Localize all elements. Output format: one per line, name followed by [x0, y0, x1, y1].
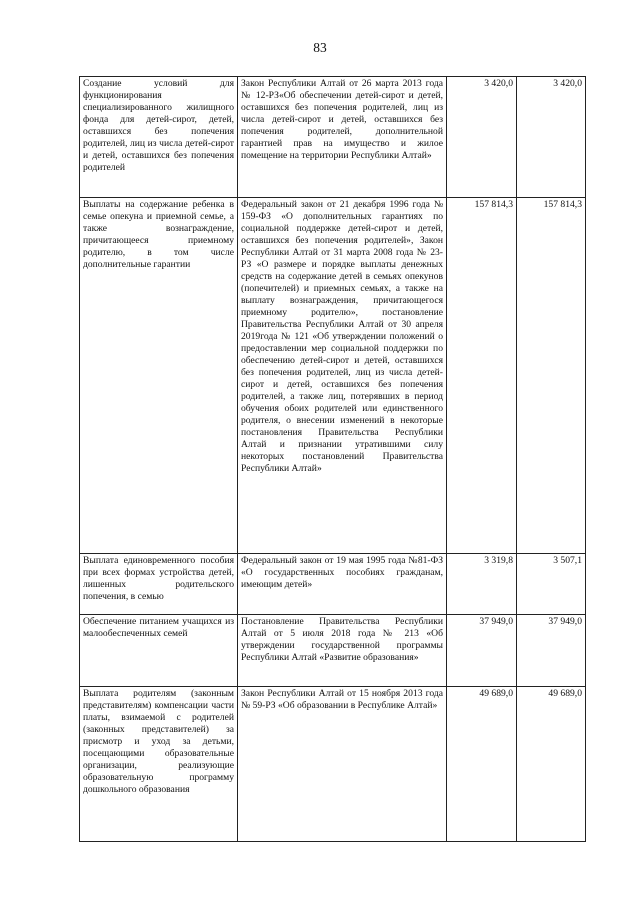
amount-cell: 157 814,3 [517, 198, 586, 554]
measure-cell: Выплата единовременного пособия при всех формах устройства детей, лишенных родительского попечения, в семью [80, 554, 238, 615]
amount-cell: 37 949,0 [447, 615, 517, 687]
measure-cell: Выплаты на содержание ребенка в семье опекуна и приемной семье, а также вознаграждение, причитающееся приемному родителю, в том числе дополнительные гарантии [80, 198, 238, 554]
table-row [80, 687, 586, 842]
amount-cell: 157 814,3 [447, 198, 517, 554]
table-row [80, 615, 586, 687]
measure-cell: Выплата родителям (законным представителям) компенсации части платы, взимаемой с родителей (законных представителей) за присмотр и уход за детьми, посещающими образовательные организации, реализующие образовательную программу дошкольного образования [80, 687, 238, 842]
table-row [80, 554, 586, 615]
amount-cell: 49 689,0 [447, 687, 517, 842]
amount-cell: 3 420,0 [517, 77, 586, 198]
page-number: 83 [313, 40, 327, 55]
budget-measures-table [79, 76, 586, 842]
amount-cell: 3 319,8 [447, 554, 517, 615]
legal-basis-cell: Закон Республики Алтай от 15 ноября 2013 года № 59-РЗ «Об образовании в Республике Алтай» [238, 687, 447, 842]
amount-cell: 3 420,0 [447, 77, 517, 198]
legal-basis-cell: Постановление Правительства Республики Алтай от 5 июля 2018 года № 213 «Об утверждении государственной программы Республики Алтай «Развитие образования» [238, 615, 447, 687]
measure-cell: Создание условий для функционирования специализированного жилищного фонда для детей-сирот, детей, оставшихся без попечения родителей, лиц из числа детей-сирот и детей, оставшихся без попечения родителей [80, 77, 238, 198]
measure-cell: Обеспечение питанием учащихся из малообеспеченных семей [80, 615, 238, 687]
amount-cell: 37 949,0 [517, 615, 586, 687]
legal-basis-cell: Федеральный закон от 21 декабря 1996 года № 159-ФЗ «О дополнительных гарантиях по социальной поддержке детей-сирот и детей, оставшихся без попечения родителей», Закон Республики Алтай от 31 марта 2008 года № 23-РЗ «О размере и порядке выплаты денежных средств на содержание детей в семьях опекунов (попечителей) и приемных семьях, а также на выплату вознаграждения, причитающегося приемному родителю», постановление Правительства Республики Алтай от 30 апреля 2019года № 121 «Об утверждении положений о предоставлении мер социальной поддержки по обеспечению детей-сирот и детей, оставшихся без попечения родителей, лиц из числа детей-сирот и детей, оставшихся без попечения родителей, а также лиц, потерявших в период обучения обоих родителей или единственного родителя, о внесении изменений в некоторые постановления Правительства Республики Алтай и признании утратившими силу некоторых постановлений Правительства Республики Алтай» [238, 198, 447, 554]
legal-basis-cell: Федеральный закон от 19 мая 1995 года №81-ФЗ «О государственных пособиях гражданам, имеющим детей» [238, 554, 447, 615]
amount-cell: 49 689,0 [517, 687, 586, 842]
table-row [80, 198, 586, 554]
table-row [80, 77, 586, 198]
legal-basis-cell: Закон Республики Алтай от 26 марта 2013 года № 12-РЗ«Об обеспечении детей-сирот и детей, оставшихся без попечения родителей, лиц из числа детей-сирот и детей, оставшихся без попечения родителей, дополнительной гарантией прав на имущество и жилое помещение на территории Республики Алтай» [238, 77, 447, 198]
amount-cell: 3 507,1 [517, 554, 586, 615]
